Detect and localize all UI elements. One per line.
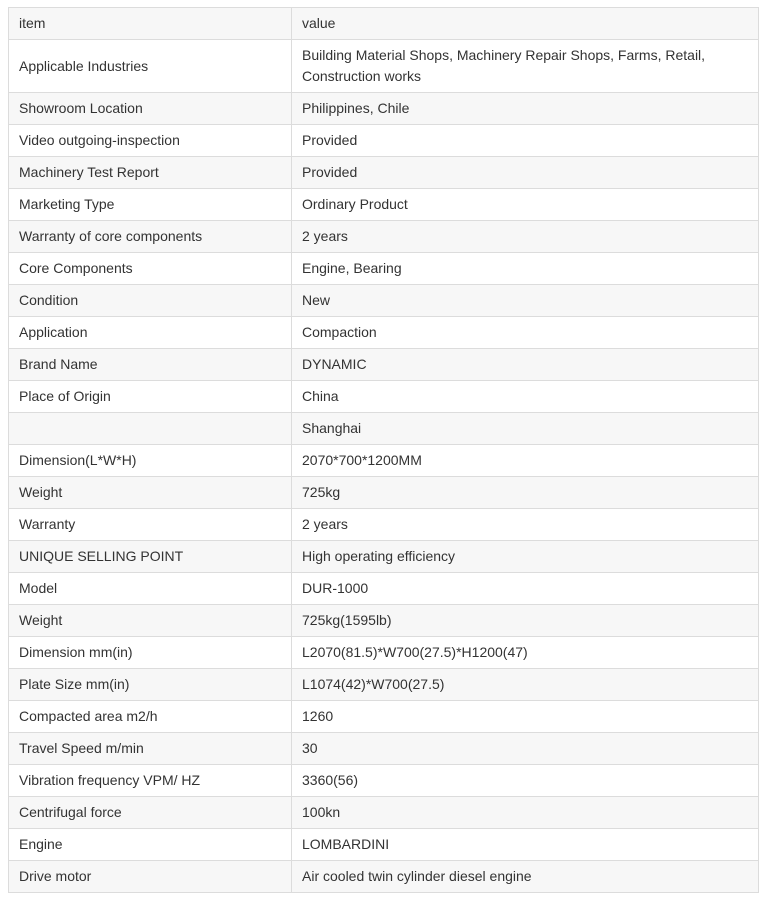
row-item: Model: [9, 573, 292, 605]
row-item: Application: [9, 317, 292, 349]
row-item: Brand Name: [9, 349, 292, 381]
table-row: [9, 797, 759, 829]
row-value: 725kg(1595lb): [292, 605, 759, 637]
row-value: Provided: [292, 125, 759, 157]
spec-table: [8, 7, 759, 893]
table-row: [9, 669, 759, 701]
row-item: Showroom Location: [9, 93, 292, 125]
row-value: L2070(81.5)*W700(27.5)*H1200(47): [292, 637, 759, 669]
table-row: [9, 189, 759, 221]
table-row: [9, 541, 759, 573]
row-item: Applicable Industries: [9, 40, 292, 93]
table-row: [9, 125, 759, 157]
table-row: [9, 317, 759, 349]
row-value: 2070*700*1200MM: [292, 445, 759, 477]
row-value: L1074(42)*W700(27.5): [292, 669, 759, 701]
row-item: Vibration frequency VPM/ HZ: [9, 765, 292, 797]
row-value: 725kg: [292, 477, 759, 509]
row-value: Ordinary Product: [292, 189, 759, 221]
header-item: item: [9, 8, 292, 40]
table-row: [9, 605, 759, 637]
table-row: [9, 157, 759, 189]
table-header-row: [9, 8, 759, 40]
table-row: [9, 573, 759, 605]
row-value: Air cooled twin cylinder diesel engine: [292, 861, 759, 893]
header-value: value: [292, 8, 759, 40]
row-value: High operating efficiency: [292, 541, 759, 573]
table-row: [9, 637, 759, 669]
row-value: Shanghai: [292, 413, 759, 445]
row-value: New: [292, 285, 759, 317]
row-item: [9, 413, 292, 445]
row-value: 3360(56): [292, 765, 759, 797]
table-row: [9, 861, 759, 893]
row-value: LOMBARDINI: [292, 829, 759, 861]
row-item: Compacted area m2/h: [9, 701, 292, 733]
row-item: Place of Origin: [9, 381, 292, 413]
table-row: [9, 765, 759, 797]
row-item: Travel Speed m/min: [9, 733, 292, 765]
table-row: [9, 253, 759, 285]
row-item: Dimension(L*W*H): [9, 445, 292, 477]
row-item: Video outgoing-inspection: [9, 125, 292, 157]
table-row: [9, 413, 759, 445]
table-row: [9, 509, 759, 541]
row-item: Condition: [9, 285, 292, 317]
row-item: Weight: [9, 477, 292, 509]
table-row: [9, 829, 759, 861]
row-value: Philippines, Chile: [292, 93, 759, 125]
row-item: Drive motor: [9, 861, 292, 893]
row-value: 30: [292, 733, 759, 765]
row-value: Building Material Shops, Machinery Repair Shops, Farms, Retail, Construction works: [292, 40, 759, 93]
table-row: [9, 285, 759, 317]
row-item: Dimension mm(in): [9, 637, 292, 669]
row-item: Centrifugal force: [9, 797, 292, 829]
table-row: [9, 733, 759, 765]
row-value: DYNAMIC: [292, 349, 759, 381]
row-item: Warranty: [9, 509, 292, 541]
table-row: [9, 349, 759, 381]
row-value: 2 years: [292, 221, 759, 253]
row-value: China: [292, 381, 759, 413]
row-item: Engine: [9, 829, 292, 861]
row-value: 100kn: [292, 797, 759, 829]
row-value: DUR-1000: [292, 573, 759, 605]
row-item: UNIQUE SELLING POINT: [9, 541, 292, 573]
table-row: [9, 701, 759, 733]
row-item: Plate Size mm(in): [9, 669, 292, 701]
table-row: [9, 445, 759, 477]
row-value: Provided: [292, 157, 759, 189]
row-item: Marketing Type: [9, 189, 292, 221]
row-value: 1260: [292, 701, 759, 733]
row-item: Weight: [9, 605, 292, 637]
row-item: Warranty of core components: [9, 221, 292, 253]
row-item: Machinery Test Report: [9, 157, 292, 189]
row-value: Compaction: [292, 317, 759, 349]
table-row: [9, 40, 759, 93]
table-row: [9, 477, 759, 509]
row-item: Core Components: [9, 253, 292, 285]
table-row: [9, 93, 759, 125]
row-value: Engine, Bearing: [292, 253, 759, 285]
table-row: [9, 381, 759, 413]
table-row: [9, 221, 759, 253]
row-value: 2 years: [292, 509, 759, 541]
